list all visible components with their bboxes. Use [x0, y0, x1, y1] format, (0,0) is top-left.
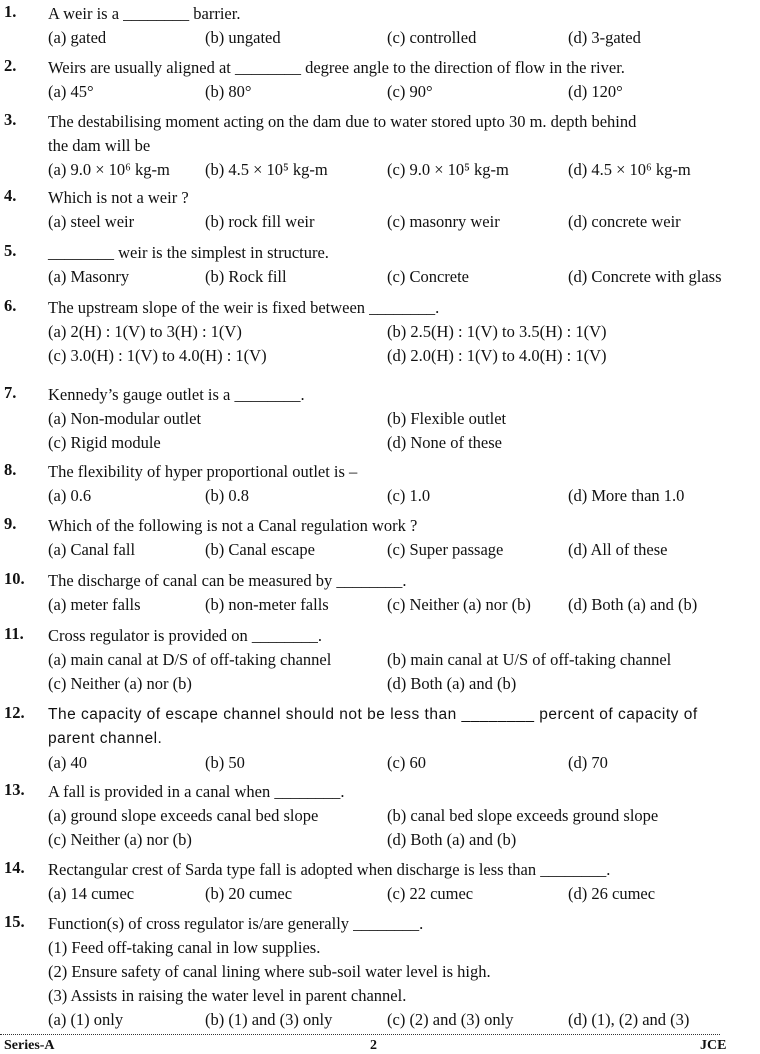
question-number: 13. — [4, 780, 25, 799]
question-text: A weir is a ________ barrier. — [48, 4, 241, 23]
option-b: (b) main canal at U/S of off-taking channel — [387, 650, 672, 669]
option-d: (d) 120° — [568, 82, 623, 101]
question-number: 8. — [4, 460, 17, 479]
option-c: (c) Neither (a) nor (b) — [387, 595, 531, 614]
option-d: (d) concrete weir — [568, 212, 681, 231]
question-number: 10. — [4, 569, 25, 588]
option-b: (b) Flexible outlet — [387, 409, 507, 428]
footer-series: Series-A — [4, 1038, 55, 1053]
question-number: 15. — [4, 912, 25, 931]
option-a: (a) ground slope exceeds canal bed slope — [48, 806, 319, 825]
option-b: (b) 50 — [205, 753, 245, 772]
question-text: Which is not a weir ? — [48, 188, 189, 207]
footer-code: JCE — [700, 1038, 727, 1053]
question-number: 1. — [4, 2, 17, 21]
question-number: 3. — [4, 110, 17, 129]
question-text: The upstream slope of the weir is fixed between ________. — [48, 298, 440, 317]
option-a: (a) (1) only — [48, 1010, 124, 1029]
option-d: (d) 2.0(H) : 1(V) to 4.0(H) : 1(V) — [387, 346, 607, 365]
footer-page-number: 2 — [370, 1038, 377, 1053]
question-text: The discharge of canal can be measured by ________. — [48, 571, 407, 590]
question-text: Which of the following is not a Canal regulation work ? — [48, 516, 418, 535]
option-b: (b) 80° — [205, 82, 252, 101]
option-b: (b) non-meter falls — [205, 595, 329, 614]
option-c: (c) 1.0 — [387, 486, 431, 505]
question-text: The flexibility of hyper proportional outlet is – — [48, 462, 358, 481]
question-text: A fall is provided in a canal when ________. — [48, 782, 345, 801]
question-number: 4. — [4, 186, 17, 205]
question-number: 12. — [4, 703, 25, 722]
option-d: (d) Concrete with glass — [568, 267, 722, 286]
footer-divider — [0, 1034, 720, 1035]
option-b: (b) 0.8 — [205, 486, 249, 505]
option-c: (c) masonry weir — [387, 212, 500, 231]
option-a: (a) 14 cumec — [48, 884, 135, 903]
option-a: (a) Canal fall — [48, 540, 136, 559]
question-text-line: (1) Feed off-taking canal in low supplies. — [48, 938, 321, 957]
question-text-line: (2) Ensure safety of canal lining where sub-soil water level is high. — [48, 962, 491, 981]
option-d: (d) More than 1.0 — [568, 486, 685, 505]
question-number: 2. — [4, 56, 17, 75]
option-a: (a) Non-modular outlet — [48, 409, 202, 428]
option-c: (c) Neither (a) nor (b) — [48, 830, 192, 849]
option-c: (c) Concrete — [387, 267, 469, 286]
option-c: (c) (2) and (3) only — [387, 1010, 514, 1029]
option-b: (b) rock fill weir — [205, 212, 315, 231]
question-text: The destabilising moment acting on the dam due to water stored upto 30 m. depth behind — [48, 112, 637, 131]
option-d: (d) 26 cumec — [568, 884, 656, 903]
option-c: (c) Super passage — [387, 540, 504, 559]
option-d: (d) Both (a) and (b) — [387, 830, 517, 849]
question-number: 14. — [4, 858, 25, 877]
option-b: (b) 20 cumec — [205, 884, 293, 903]
option-c: (c) 22 cumec — [387, 884, 474, 903]
question-text: Cross regulator is provided on ________. — [48, 626, 323, 645]
option-a: (a) Masonry — [48, 267, 130, 286]
option-c: (c) 90° — [387, 82, 433, 101]
option-a: (a) 2(H) : 1(V) to 3(H) : 1(V) — [48, 322, 242, 341]
option-a: (a) steel weir — [48, 212, 135, 231]
question-number: 11. — [4, 624, 24, 643]
option-b: (b) (1) and (3) only — [205, 1010, 333, 1029]
question-number: 6. — [4, 296, 17, 315]
question-text: Rectangular crest of Sarda type fall is adopted when discharge is less than ________. — [48, 860, 611, 879]
option-b: (b) ungated — [205, 28, 281, 47]
question-number: 5. — [4, 241, 17, 260]
option-d: (d) Both (a) and (b) — [387, 674, 517, 693]
option-d: (d) 4.5 × 10⁶ kg-m — [568, 160, 691, 179]
option-c: (c) Rigid module — [48, 433, 161, 452]
question-text-line: the dam will be — [48, 136, 151, 155]
question-text: Kennedy’s gauge outlet is a ________. — [48, 385, 305, 404]
option-d: (d) (1), (2) and (3) — [568, 1010, 690, 1029]
option-a: (a) 45° — [48, 82, 94, 101]
option-b: (b) canal bed slope exceeds ground slope — [387, 806, 659, 825]
option-a: (a) gated — [48, 28, 107, 47]
option-d: (d) Both (a) and (b) — [568, 595, 698, 614]
option-b: (b) Canal escape — [205, 540, 315, 559]
option-a: (a) 40 — [48, 753, 87, 772]
option-d: (d) None of these — [387, 433, 503, 452]
question-text: The capacity of escape channel should not be less than ________ percent of capacity of — [48, 706, 698, 723]
option-c: (c) Neither (a) nor (b) — [48, 674, 192, 693]
question-text-line: (3) Assists in raising the water level in parent channel. — [48, 986, 407, 1005]
option-c: (c) 9.0 × 10⁵ kg-m — [387, 160, 509, 179]
option-a: (a) 0.6 — [48, 486, 92, 505]
question-number: 7. — [4, 383, 17, 402]
question-number: 9. — [4, 514, 17, 533]
option-d: (d) All of these — [568, 540, 668, 559]
option-b: (b) 2.5(H) : 1(V) to 3.5(H) : 1(V) — [387, 322, 607, 341]
option-c: (c) 3.0(H) : 1(V) to 4.0(H) : 1(V) — [48, 346, 267, 365]
option-a: (a) main canal at D/S of off-taking channel — [48, 650, 332, 669]
question-text-line: parent channel. — [48, 730, 163, 747]
option-d: (d) 3-gated — [568, 28, 641, 47]
option-c: (c) 60 — [387, 753, 426, 772]
question-text: Function(s) of cross regulator is/are generally ________. — [48, 914, 424, 933]
option-a: (a) 9.0 × 10⁶ kg-m — [48, 160, 170, 179]
option-c: (c) controlled — [387, 28, 477, 47]
option-b: (b) 4.5 × 10⁵ kg-m — [205, 160, 328, 179]
option-d: (d) 70 — [568, 753, 608, 772]
option-b: (b) Rock fill — [205, 267, 287, 286]
option-a: (a) meter falls — [48, 595, 141, 614]
question-text: Weirs are usually aligned at ________ degree angle to the direction of flow in the river. — [48, 58, 625, 77]
question-text: ________ weir is the simplest in structure. — [48, 243, 329, 262]
